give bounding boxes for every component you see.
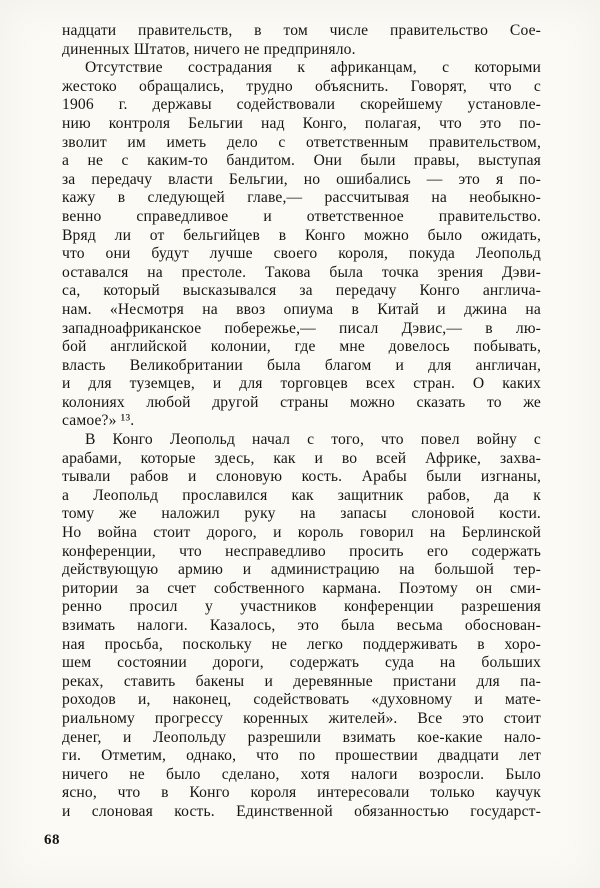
paragraph [62,59,541,431]
text-line: В Конго Леопольд начал с того, что повел войну с [85,431,541,449]
text-line: жестоко обращались, трудно объяснить. Говорят, что с [62,77,541,95]
text-line: Отсутствие сострадания к африканцам, с которыми [85,59,541,77]
text-line: денег, и Леопольду разрешили взимать кое-какие нало- [62,728,541,746]
text-line: ничего не было сделано, хотя налоги возросли. Было [62,765,541,783]
text-line: ренно просил у участников конференции разрешения [62,598,541,616]
text-line: са, который высказывался за передачу Конго англича- [62,282,541,300]
text-line: 1906 г. державы содействовали скорейшему установле- [62,96,541,114]
page-number: 68 [44,832,60,848]
text-line: Вряд ли от бельгийцев в Конго можно было ожидать, [62,226,541,244]
text-line: шем состоянии дороги, содержать суда на больших [62,654,541,672]
text-line: бой английской колонии, где мне довелось побывать, [62,338,541,356]
text-line: нию контроля Бельгии над Конго, полагая, что это по- [62,114,541,132]
text-line: ритории за счет собственного кармана. Поэтому он сми- [62,579,541,597]
text-block [62,22,541,822]
paragraph [62,431,541,821]
text-line: риальному прогрессу коренных жителей». Все это стоит [62,709,541,727]
text-line: ги. Отметим, однако, что по прошествии двадцати лет [62,747,541,765]
text-line: взимать налоги. Казалось, это была весьма обоснован- [62,617,541,634]
text-line: и для туземцев, и для торговцев всех стран. О каких [62,375,541,393]
text-line: тому же наложил руку на запасы слоновой кости. [62,505,541,523]
text-line: оставался на престоле. Такова была точка зрения Дэви- [62,263,541,281]
text-line: за передачу власти Бельгии, но ошибались — это я по- [62,170,541,188]
text-line: роходов и, наконец, содействовать «духовному и мате- [62,691,541,709]
text-line: власть Великобритании была благом и для англичан, [62,356,541,374]
text-line: арабами, которые здесь, как и во всей Африке, захва- [62,449,541,467]
text-line: реках, ставить бакены и деревянные пристани для па- [62,672,541,690]
text-line: действующую армию и администрацию на большой тер- [62,561,541,579]
paragraph [62,22,541,59]
text-line: надцати правительств, в том числе правительство Сое- [62,22,541,39]
text-line: а Леопольд прославился как защитник рабов, да к [62,486,541,504]
text-line: самое?» ¹³. [62,412,135,430]
text-line: нам. «Несмотря на ввоз опиума в Китай и джина на [62,300,541,318]
text-line: западноафриканское побережье,— писал Дэвис,— в лю- [62,319,541,337]
text-line: что они будут лучше своего короля, покуда Леопольд [62,245,541,263]
text-line: Но война стоит дорого, и король говорил на Берлинской [62,524,541,542]
text-line: ясно, что в Конго короля интересовали только каучук [62,784,541,802]
text-line: колониях любой другой страны можно сказать то же [62,393,541,411]
text-line: кажу в следующей главе,— рассчитывая на необыкно- [62,189,541,207]
text-line: ная просьба, поскольку не легко поддерживать в хоро- [62,635,541,653]
text-line: диненных Штатов, ничего не предприняло. [62,40,356,58]
text-line: венно справедливое и ответственное правительство. [62,207,541,225]
text-line: а не с каким-то бандитом. Они были правы, выступая [62,152,541,170]
text-line: тывали рабов и слоновую кость. Арабы были изгнаны, [62,468,541,486]
text-line: и слоновая кость. Единственной обязанностью государст- [62,802,541,820]
text-line: конференции, что несправедливо просить его содержать [62,542,541,560]
text-line: зволит им иметь дело с ответственным правительством, [62,133,541,151]
